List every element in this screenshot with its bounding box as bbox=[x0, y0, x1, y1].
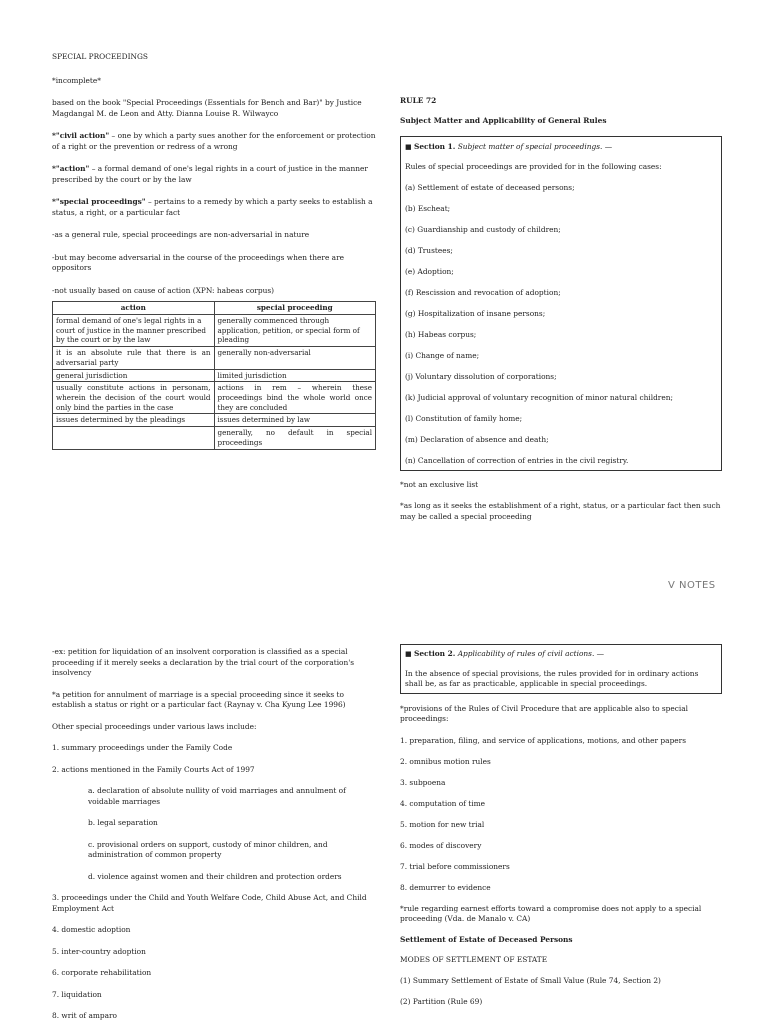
bottom-left-column bbox=[52, 647, 372, 1022]
action-definition bbox=[52, 164, 380, 185]
table-header-row bbox=[53, 302, 376, 315]
civil-action-term: *"civil action" bbox=[52, 131, 110, 141]
top-left-column bbox=[52, 52, 380, 450]
adversarial-note: -but may become adversarial in the course of the proceedings when there are oppositors bbox=[52, 252, 344, 273]
table-row bbox=[53, 414, 376, 427]
list-item: (c) Guardianship and custody of children; bbox=[405, 225, 561, 235]
list-item: (f) Rescission and revocation of adoption; bbox=[405, 288, 561, 298]
action-term: *"action" bbox=[52, 164, 90, 174]
v-notes-watermark: V NOTES bbox=[668, 580, 716, 591]
list-item: 5. motion for new trial bbox=[400, 819, 485, 829]
special-proceedings-text: – pertains to a remedy by which a party seeks to establish a status, a right, or a particular fact bbox=[52, 197, 373, 217]
list-item: (e) Adoption; bbox=[405, 267, 454, 277]
section-1-heading bbox=[405, 142, 715, 153]
list-item: 2. actions mentioned in the Family Courts Act of 1997 bbox=[52, 764, 255, 774]
table-cell: issues determined by law bbox=[214, 414, 376, 427]
sub-list-item: b. legal separation bbox=[88, 818, 158, 828]
list-item: 8. writ of amparo bbox=[52, 1011, 118, 1021]
list-item: (1) Summary Settlement of Estate of Small Value (Rule 74, Section 2) bbox=[400, 976, 661, 986]
list-item: 6. modes of discovery bbox=[400, 840, 482, 850]
comparison-table bbox=[52, 301, 376, 449]
list-item: (k) Judicial approval of voluntary recognition of minor natural children; bbox=[405, 393, 673, 403]
section-2-title: Applicability of rules of civil actions. — bbox=[457, 649, 605, 658]
list-item: (2) Partition (Rule 69) bbox=[400, 997, 483, 1007]
status-note: *incomplete* bbox=[52, 75, 101, 85]
list-item: (i) Change of name; bbox=[405, 351, 480, 361]
top-right-column bbox=[400, 96, 722, 522]
list-item: 1. preparation, filing, and service of applications, motions, and other papers bbox=[400, 735, 687, 745]
table-cell: issues determined by the pleadings bbox=[53, 414, 215, 427]
table-row bbox=[53, 347, 376, 369]
list-item: (l) Constitution of family home; bbox=[405, 414, 523, 424]
list-item: (b) Escheat; bbox=[405, 204, 451, 213]
list-item: 3. proceedings under the Child and Youth Welfare Code, Child Abuse Act, and Child Employment Act bbox=[52, 893, 367, 913]
section-1-box bbox=[400, 136, 722, 471]
list-item: 2. omnibus motion rules bbox=[400, 756, 491, 766]
list-item: (h) Habeas corpus; bbox=[405, 330, 477, 340]
general-rule-note: -as a general rule, special proceedings are non-adversarial in nature bbox=[52, 230, 310, 240]
cause-of-action-note: -not usually based on cause of action (XPN: habeas corpus) bbox=[52, 285, 275, 295]
source-note: based on the book "Special Proceedings (Essentials for Bench and Bar)" by Justice Magdangal M. de Leon and Atty. Dianna Louise R. Wilwayco bbox=[52, 98, 362, 118]
section-2-box bbox=[400, 644, 722, 694]
list-item: 4. computation of time bbox=[400, 798, 486, 808]
table-cell: usually constitute actions in personam, wherein the decision of the court would only bind the parties in the case bbox=[53, 382, 215, 414]
list-item: 3. subpoena bbox=[400, 777, 446, 787]
list-item: (m) Declaration of absence and death; bbox=[405, 435, 549, 445]
insolvency-example: -ex: petition for liquidation of an insolvent corporation is classified as a special proceeding if it merely seeks a declaration by the trial court of the corporation's insolvency bbox=[52, 647, 355, 678]
table-row bbox=[53, 382, 376, 414]
table-header-special-proceeding: special proceeding bbox=[214, 302, 376, 315]
civil-action-text: – one by which a party sues another for the enforcement or protection of a right or the prevention or redress of a wrong bbox=[52, 131, 376, 151]
section-2-heading bbox=[405, 649, 715, 660]
civil-action-definition bbox=[52, 131, 380, 152]
list-item: (g) Hospitalization of insane persons; bbox=[405, 309, 546, 319]
square-bullet-icon: ■ bbox=[405, 143, 412, 152]
rule-number: RULE 72 bbox=[400, 96, 437, 105]
establishment-note: *as long as it seeks the establishment of a right, status, or a particular fact then such may be called a special proceeding bbox=[400, 501, 721, 521]
table-row bbox=[53, 427, 376, 449]
table-row bbox=[53, 369, 376, 382]
table-row bbox=[53, 314, 376, 346]
table-cell: limited jurisdiction bbox=[214, 369, 376, 382]
list-item: 8. demurrer to evidence bbox=[400, 882, 491, 892]
section-1-intro: Rules of special proceedings are provided for in the following cases: bbox=[405, 161, 662, 171]
table-cell: it is an absolute rule that there is an adversarial party bbox=[53, 347, 215, 369]
other-proceedings-intro: Other special proceedings under various laws include: bbox=[52, 721, 257, 731]
action-text: – a formal demand of one's legal rights in a court of justice in the manner prescribed by the court or by the law bbox=[52, 164, 368, 184]
table-cell: general jurisdiction bbox=[53, 369, 215, 382]
table-cell: generally, no default in special proceedings bbox=[214, 427, 376, 449]
settlement-heading: Settlement of Estate of Deceased Persons bbox=[400, 934, 573, 944]
list-item: (n) Cancellation of correction of entries in the civil registry. bbox=[405, 456, 629, 466]
special-proceedings-definition bbox=[52, 197, 380, 218]
rule-title: Subject Matter and Applicability of General Rules bbox=[400, 115, 607, 125]
section-2-label: Section 2. bbox=[413, 649, 456, 658]
list-item: (j) Voluntary dissolution of corporations; bbox=[405, 372, 557, 382]
special-proceedings-term: *"special proceedings" bbox=[52, 197, 146, 207]
annulment-note: *a petition for annulment of marriage is a special proceeding since it seeks to establish a status or right or a particular fact (Raynay v. Cha Kyung Lee 1996) bbox=[52, 689, 346, 710]
list-item: (a) Settlement of estate of deceased persons; bbox=[405, 182, 575, 192]
list-item: (d) Trustees; bbox=[405, 246, 453, 256]
table-cell: generally commenced through application, petition, or special form of pleading bbox=[214, 314, 376, 346]
sub-list-item: a. declaration of absolute nullity of void marriages and annulment of voidable marriages bbox=[88, 786, 346, 806]
document-title: SPECIAL PROCEEDINGS bbox=[52, 52, 148, 61]
section-1-title: Subject matter of special proceedings. — bbox=[457, 142, 613, 152]
table-cell bbox=[53, 427, 215, 449]
bottom-right-column bbox=[400, 644, 722, 1008]
table-cell: formal demand of one's legal rights in a court of justice in the manner prescribed by the court or by the law bbox=[53, 314, 215, 346]
provisions-intro: *provisions of the Rules of Civil Procedure that are applicable also to special proceedings: bbox=[400, 703, 689, 724]
table-cell: actions in rem – wherein these proceedings bind the whole world once they are concluded bbox=[214, 382, 376, 414]
list-item: 5. inter-country adoption bbox=[52, 946, 146, 956]
table-header-action: action bbox=[53, 302, 215, 315]
sub-list-item: d. violence against women and their children and protection orders bbox=[88, 871, 342, 881]
modes-heading: MODES OF SETTLEMENT OF ESTATE bbox=[400, 955, 548, 965]
section-2-body: In the absence of special provisions, the rules provided for in ordinary actions shall be, as far as practicable, applicable in special proceedings. bbox=[405, 668, 699, 689]
earnest-efforts-note: *rule regarding earnest efforts toward a compromise does not apply to a special proceeding (Vda. de Manalo v. CA) bbox=[400, 903, 702, 924]
not-exclusive-note: *not an exclusive list bbox=[400, 479, 479, 489]
sub-list-item: c. provisional orders on support, custody of minor children, and administration of common property bbox=[88, 839, 328, 860]
list-item: 7. liquidation bbox=[52, 989, 102, 999]
list-item: 4. domestic adoption bbox=[52, 925, 131, 935]
square-bullet-icon: ■ bbox=[405, 650, 412, 658]
list-item: 6. corporate rehabilitation bbox=[52, 968, 152, 978]
section-1-label: Section 1. bbox=[413, 142, 456, 152]
list-item: 1. summary proceedings under the Family Code bbox=[52, 743, 233, 753]
table-cell: generally non-adversarial bbox=[214, 347, 376, 369]
list-item: 7. trial before commissioners bbox=[400, 861, 510, 871]
